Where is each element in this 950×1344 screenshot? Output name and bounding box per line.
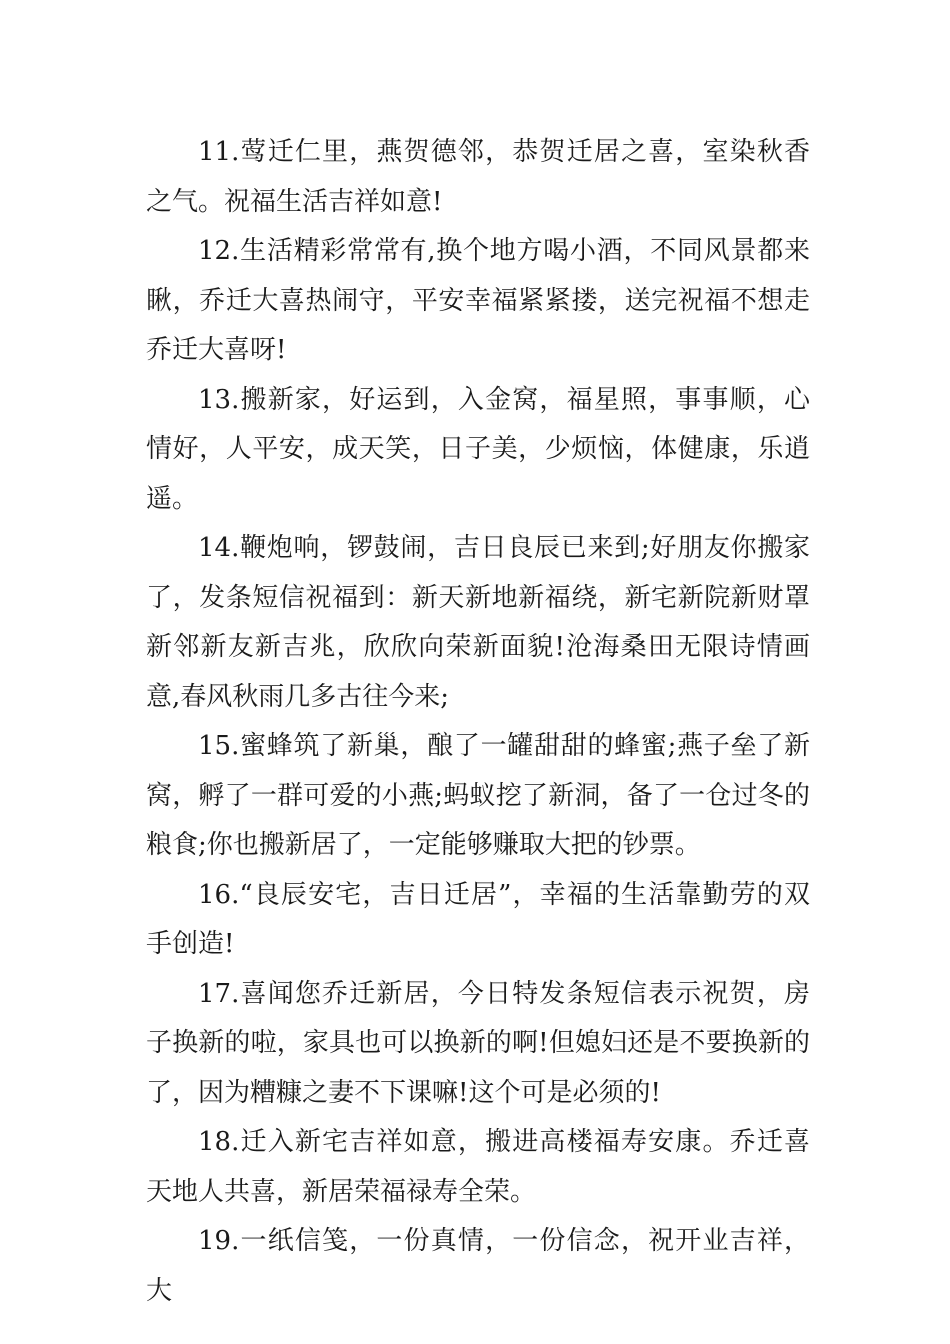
paragraph-15: 15.蜜蜂筑了新巢，酿了一罐甜甜的蜂蜜;燕子垒了新窝，孵了一群可爱的小燕;蚂蚁挖了新洞，备了一仓过冬的粮食;你也搬新居了，一定能够赚取大把的钞票。 [146,731,810,860]
document-body [146,128,810,1316]
paragraph-13: 13.搬新家，好运到，入金窝，福星照，事事顺，心情好，人平安，成天笑，日子美，少烦恼，体健康，乐逍遥。 [146,384,810,514]
paragraph-14: 14.鞭炮响，锣鼓闹，吉日良辰已来到;好朋友你搬家了，发条短信祝福到：新天新地新福绕，新宅新院新财罩新邻新友新吉兆，欣欣向荣新面貌!沧海桑田无限诗情画意,春风秋雨几多古往今来; [146,533,810,712]
paragraph-18: 18.迁入新宅吉祥如意，搬进高楼福寿安康。乔迁喜天地人共喜，新居荣福禄寿全荣。 [146,1127,810,1207]
paragraph-17: 17.喜闻您乔迁新居，今日特发条短信表示祝贺，房子换新的啦，家具也可以换新的啊!但媳妇还是不要换新的了，因为糟糠之妻不下课嘛!这个可是必须的! [146,978,810,1108]
paragraph-12: 12.生活精彩常常有,换个地方喝小酒，不同风景都来瞅，乔迁大喜热闹守，平安幸福紧紧搂，送完祝福不想走乔迁大喜呀! [146,236,810,365]
paragraph-19: 19.一纸信笺，一份真情，一份信念，祝开业吉祥，大 [146,1226,810,1306]
paragraph-16: 16.“良辰安宅，吉日迁居”，幸福的生活靠勤劳的双手创造! [146,879,810,959]
paragraph-11: 11.莺迁仁里，燕贺德邻，恭贺迁居之喜，室染秋香之气。祝福生活吉祥如意! [146,137,810,217]
